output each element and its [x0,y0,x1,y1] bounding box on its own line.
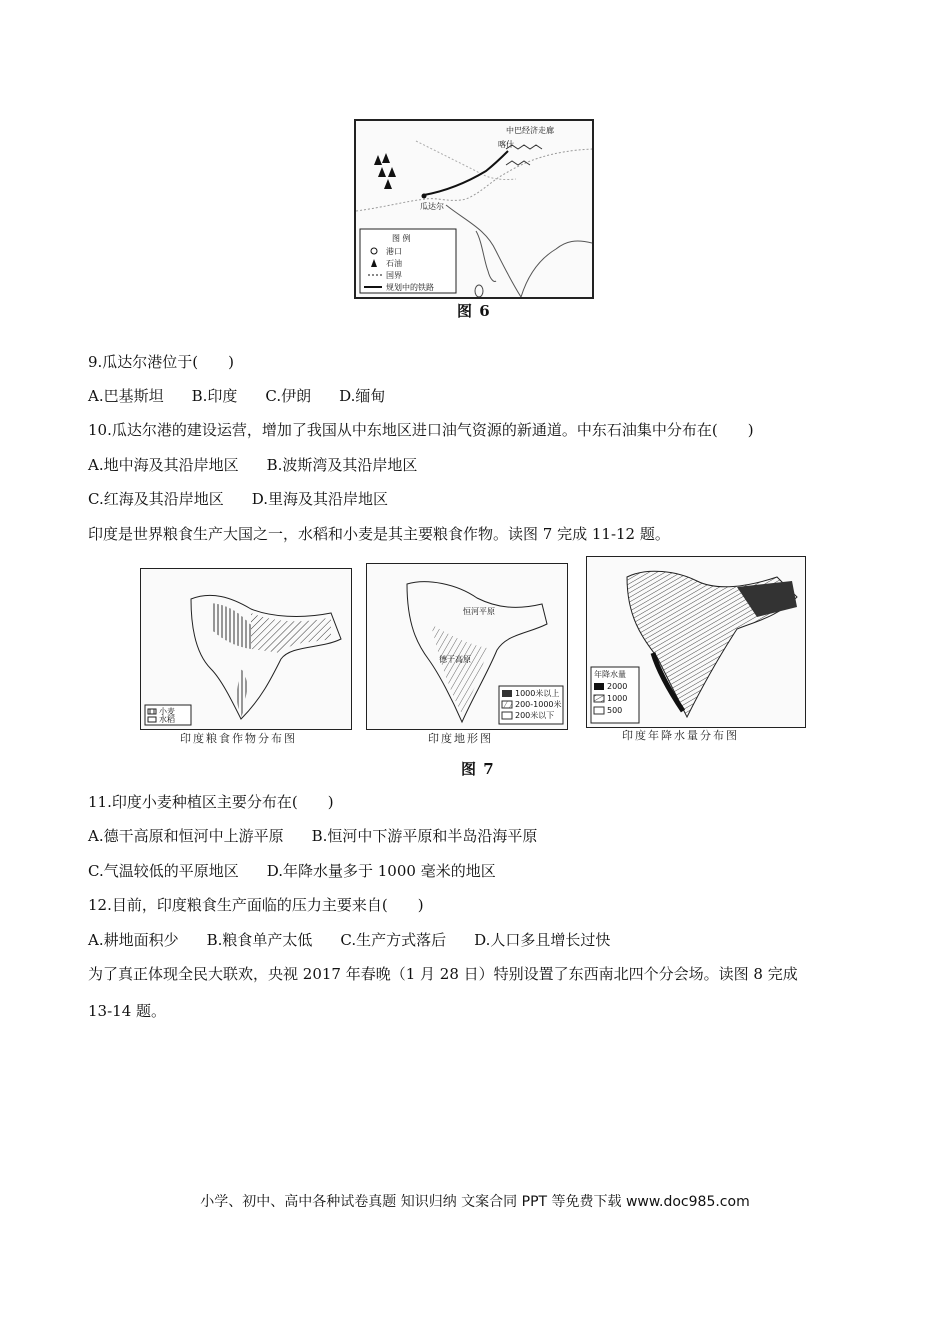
q12-option-c[interactable]: C.生产方式落后 [340,931,447,949]
legend-item-railway: 规划中的铁路 [386,283,434,292]
terrain-label-ganges: 恒河平原 [463,607,495,616]
q11-option-c[interactable]: C.气温较低的平原地区 [88,862,239,880]
rainfall-legend-2000: 2000 [607,682,628,691]
figure-6-map [354,119,594,299]
rainfall-legend-1000: 1000 [607,694,628,703]
q10-options-row2 [88,489,416,509]
page-footer: 小学、初中、高中各种试卷真题 知识归纳 文案合同 PPT 等免费下载 www.doc985.com [200,1194,750,1210]
map-crops-svg [141,569,351,729]
map-terrain-svg [367,564,567,729]
q10-option-a[interactable]: A.地中海及其沿岸地区 [88,456,239,474]
map-terrain-caption: 印度地形图 [428,732,493,745]
terrain-legend-mid: 200-1000米 [515,700,562,709]
q10-option-b[interactable]: B.波斯湾及其沿岸地区 [266,456,418,474]
map-crops-caption: 印度粮食作物分布图 [180,732,297,745]
map-terrain [366,563,568,730]
port-label: 瓜达尔 [420,202,444,211]
map-rainfall-svg [587,557,805,727]
terrain-legend-high: 1000米以上 [515,689,560,698]
q10-option-c[interactable]: C.红海及其沿岸地区 [88,490,224,508]
port-marker [422,194,427,199]
terrain-label-deccan: 德干高原 [439,655,471,664]
map-crops [140,568,352,730]
q9-option-d[interactable]: D.缅甸 [339,387,386,405]
rainfall-legend-title: 年降水量 [594,670,626,679]
legend-item-oil: 石油 [386,259,402,268]
oil-symbols [374,153,396,189]
map-rainfall-caption: 印度年降水量分布图 [622,729,739,742]
figure-6-caption: 图 6 [457,302,491,320]
intro-figure-8-line2: 13-14 题。 [88,1002,167,1020]
q11-option-a[interactable]: A.德干高原和恒河中上游平原 [88,827,284,845]
corridor-label: 中巴经济走廊 [506,126,554,135]
q9-options [88,386,413,406]
rainfall-legend-500: 500 [607,706,623,715]
intro-figure-7: 印度是世界粮食生产大国之一，水稻和小麦是其主要粮食作物。读图 7 完成 11-12 题。 [88,525,670,543]
q9-stem: 9.瓜达尔港位于( ) [88,353,235,371]
q11-option-b[interactable]: B.恒河中下游平原和半岛沿海平原 [311,827,538,845]
q9-option-b[interactable]: B.印度 [191,387,238,405]
terrain-legend-low: 200米以下 [515,711,555,720]
q12-options [88,930,638,950]
crops-legend-rice: 水稻 [159,715,175,724]
q9-option-c[interactable]: C.伊朗 [265,387,312,405]
q10-option-d[interactable]: D.里海及其沿岸地区 [251,490,388,508]
figure-6-svg [356,121,592,297]
legend-title: 图 例 [392,234,411,243]
q12-stem: 12.目前，印度粮食生产面临的压力主要来自( ) [88,896,424,914]
q12-option-d[interactable]: D.人口多且增长过快 [474,931,611,949]
q11-options-row1 [88,826,565,846]
q9-option-a[interactable]: A.巴基斯坦 [88,387,164,405]
city-label: 喀什 [498,140,514,149]
q12-option-b[interactable]: B.粮食单产太低 [206,931,313,949]
q11-options-row2 [88,861,524,881]
intro-figure-8-line1: 为了真正体现全民大联欢，央视 2017 年春晚（1 月 28 日）特别设置了东西南北四个分会场。读图 8 完成 [88,965,798,983]
legend-item-port: 港口 [386,247,402,256]
q10-options-row1 [88,455,445,475]
crops-legend-wheat: 小麦 [159,707,175,716]
map-rainfall [586,556,806,728]
q10-stem: 10.瓜达尔港的建设运营，增加了我国从中东地区进口油气资源的新通道。中东石油集中分布在( ) [88,421,754,439]
q11-stem: 11.印度小麦种植区主要分布在( ) [88,793,334,811]
figure-7-caption: 图 7 [461,760,495,778]
q12-option-a[interactable]: A.耕地面积少 [88,931,179,949]
q11-option-d[interactable]: D.年降水量多于 1000 毫米的地区 [266,862,496,880]
legend-item-border: 国界 [386,271,402,280]
